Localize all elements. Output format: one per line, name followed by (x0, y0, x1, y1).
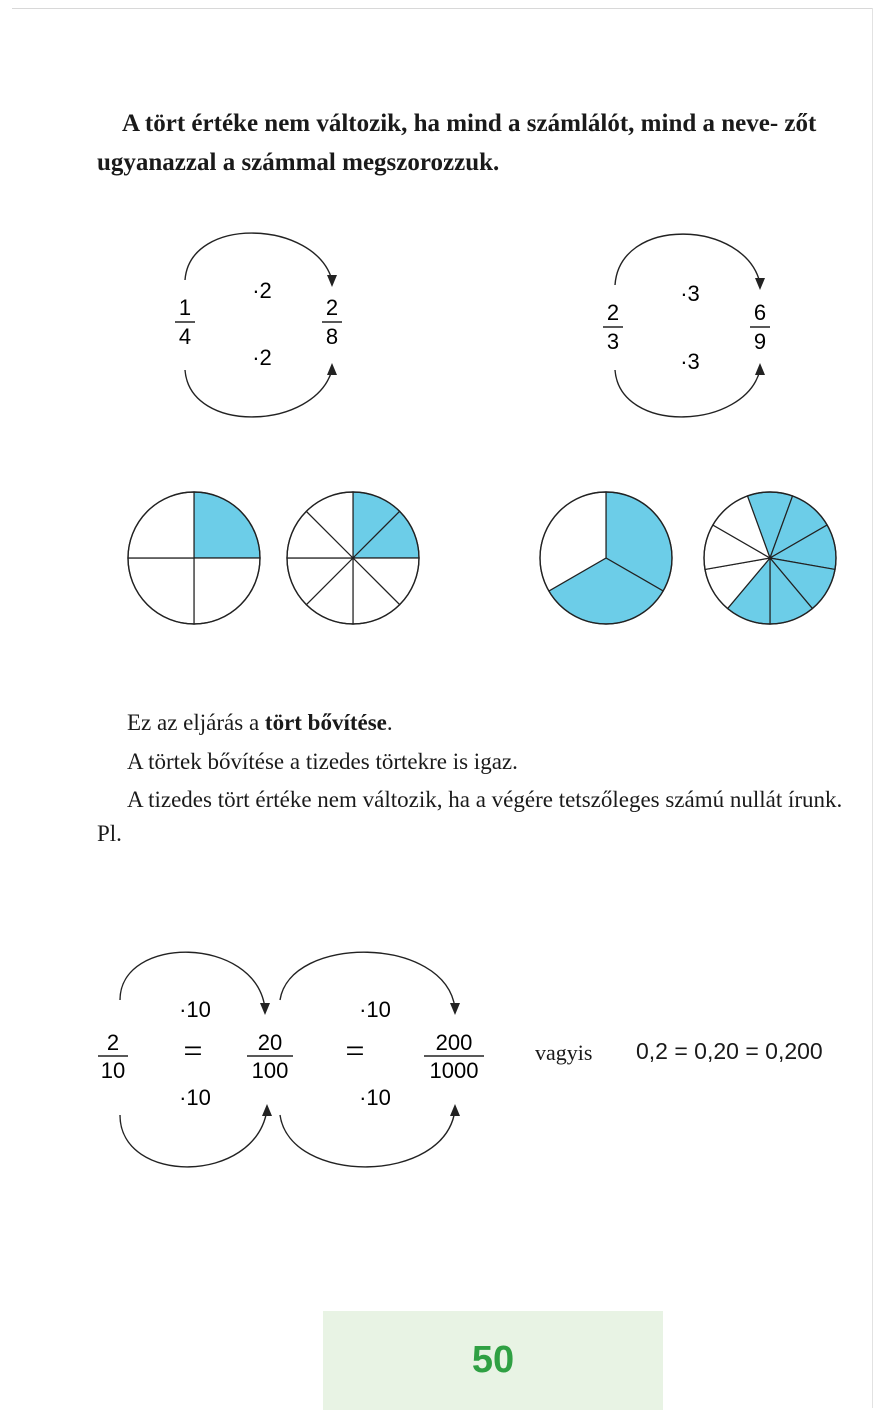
page-number: 50 (471, 1339, 515, 1381)
shaded-slice (194, 492, 260, 558)
empty-slice (194, 558, 260, 624)
fraction-numerator: 6 (753, 300, 767, 325)
page-number-box (323, 1311, 663, 1410)
paragraph-1-text: Ez az eljárás a (127, 710, 265, 735)
connector-word: vagyis (535, 1040, 593, 1065)
expansion-diagram-1 (160, 225, 360, 425)
decimal-expansion-diagram (90, 940, 510, 1190)
rule-statement: A tört értéke nem változik, ha mind a számlálót, mind a neve- zőt ugyanazzal a számmal megszorozzuk. (97, 110, 817, 176)
fraction-numerator: 200 (435, 1030, 473, 1055)
fraction-numerator: 2 (606, 300, 620, 325)
operator-top-1: ·10 (179, 997, 211, 1022)
operator-bottom-2: ·10 (359, 1085, 391, 1110)
pie-two-eighths (283, 488, 423, 628)
fraction-numerator: 2 (325, 295, 339, 320)
equals-sign-1: = (183, 1033, 203, 1070)
term-bold: tört bővítése (264, 710, 387, 735)
bottom-operator: ·3 (680, 349, 700, 374)
paragraph-1 (97, 706, 862, 740)
decimal-equation: 0,2 = 0,20 = 0,200 (636, 1038, 823, 1064)
pie-six-ninths (700, 488, 840, 628)
top-operator: ·2 (252, 278, 272, 303)
fraction-numerator: 2 (106, 1030, 120, 1055)
operator-bottom-1: ·10 (179, 1085, 211, 1110)
top-border-line (12, 8, 873, 9)
pie-two-thirds (536, 488, 676, 628)
empty-slice (128, 558, 194, 624)
fraction-denominator: 9 (753, 329, 767, 354)
fraction-numerator: 1 (178, 295, 192, 320)
fraction-numerator: 20 (257, 1030, 283, 1055)
fraction-denominator: 10 (100, 1058, 126, 1083)
fraction-denominator: 100 (251, 1058, 289, 1083)
paragraph-3: A tizedes tört értéke nem változik, ha a végére tetszőleges számú nullát írunk. Pl. (97, 787, 843, 846)
equals-sign-2: = (345, 1033, 365, 1070)
fraction-denominator: 8 (325, 324, 339, 349)
fraction-denominator: 1000 (429, 1058, 479, 1083)
right-border-line (872, 8, 873, 1408)
fraction-denominator: 4 (178, 324, 192, 349)
paragraph-1-end: . (386, 710, 393, 735)
paragraph-2: A törtek bővítése a tizedes törtekre is igaz. (127, 749, 518, 774)
operator-top-2: ·10 (359, 997, 391, 1022)
expansion-diagram-2 (590, 225, 790, 425)
fraction-denominator: 3 (606, 329, 620, 354)
top-operator: ·3 (680, 281, 700, 306)
bottom-operator: ·2 (252, 345, 272, 370)
pie-one-quarter (124, 488, 264, 628)
empty-slice (128, 492, 194, 558)
